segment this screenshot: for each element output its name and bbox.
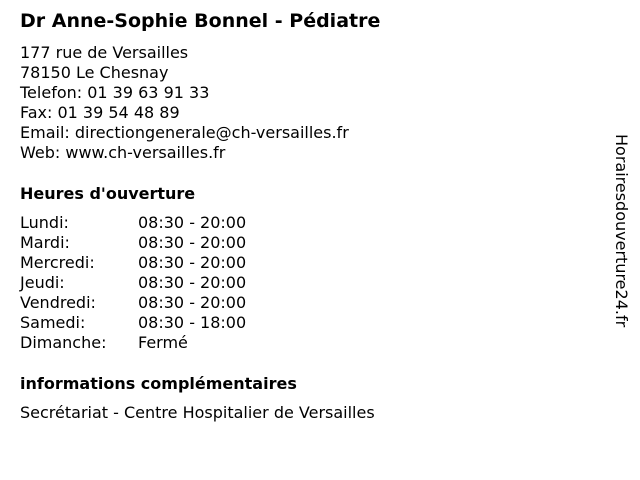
hours-time: 08:30 - 18:00 <box>138 313 247 332</box>
hours-day: Mardi: <box>20 233 70 252</box>
contact-block <box>20 43 349 163</box>
page-title: Dr Anne-Sophie Bonnel - Pédiatre <box>20 10 381 32</box>
hours-row-samedi <box>20 313 320 333</box>
hours-time: 08:30 - 20:00 <box>138 213 247 232</box>
hours-time: Fermé <box>138 333 188 352</box>
hours-time: 08:30 - 20:00 <box>138 293 247 312</box>
email-address: Email: directiongenerale@ch-versailles.fr <box>20 123 349 142</box>
hours-heading: Heures d'ouverture <box>20 184 196 203</box>
hours-day: Mercredi: <box>20 253 95 272</box>
hours-day: Jeudi: <box>20 273 65 292</box>
hours-row-mardi <box>20 233 320 253</box>
info-heading: informations complémentaires <box>20 374 297 393</box>
website-url: Web: www.ch-versailles.fr <box>20 143 226 162</box>
hours-time: 08:30 - 20:00 <box>138 273 247 292</box>
address-street: 177 rue de Versailles <box>20 43 189 62</box>
hours-day: Vendredi: <box>20 293 96 312</box>
hours-day: Lundi: <box>20 213 69 232</box>
hours-row-vendredi <box>20 293 320 313</box>
watermark-text: Horairesdouverture24.fr <box>612 134 631 328</box>
info-text: Secrétariat - Centre Hospitalier de Versailles <box>20 403 375 422</box>
hours-time: 08:30 - 20:00 <box>138 253 247 272</box>
hours-row-mercredi <box>20 253 320 273</box>
hours-table <box>20 213 320 353</box>
hours-day: Dimanche: <box>20 333 107 352</box>
address-city: 78150 Le Chesnay <box>20 63 169 82</box>
phone-number: Telefon: 01 39 63 91 33 <box>20 83 210 102</box>
fax-number: Fax: 01 39 54 48 89 <box>20 103 180 122</box>
hours-row-jeudi <box>20 273 320 293</box>
hours-time: 08:30 - 20:00 <box>138 233 247 252</box>
hours-row-dimanche <box>20 333 320 353</box>
hours-day: Samedi: <box>20 313 86 332</box>
hours-row-lundi <box>20 213 320 233</box>
